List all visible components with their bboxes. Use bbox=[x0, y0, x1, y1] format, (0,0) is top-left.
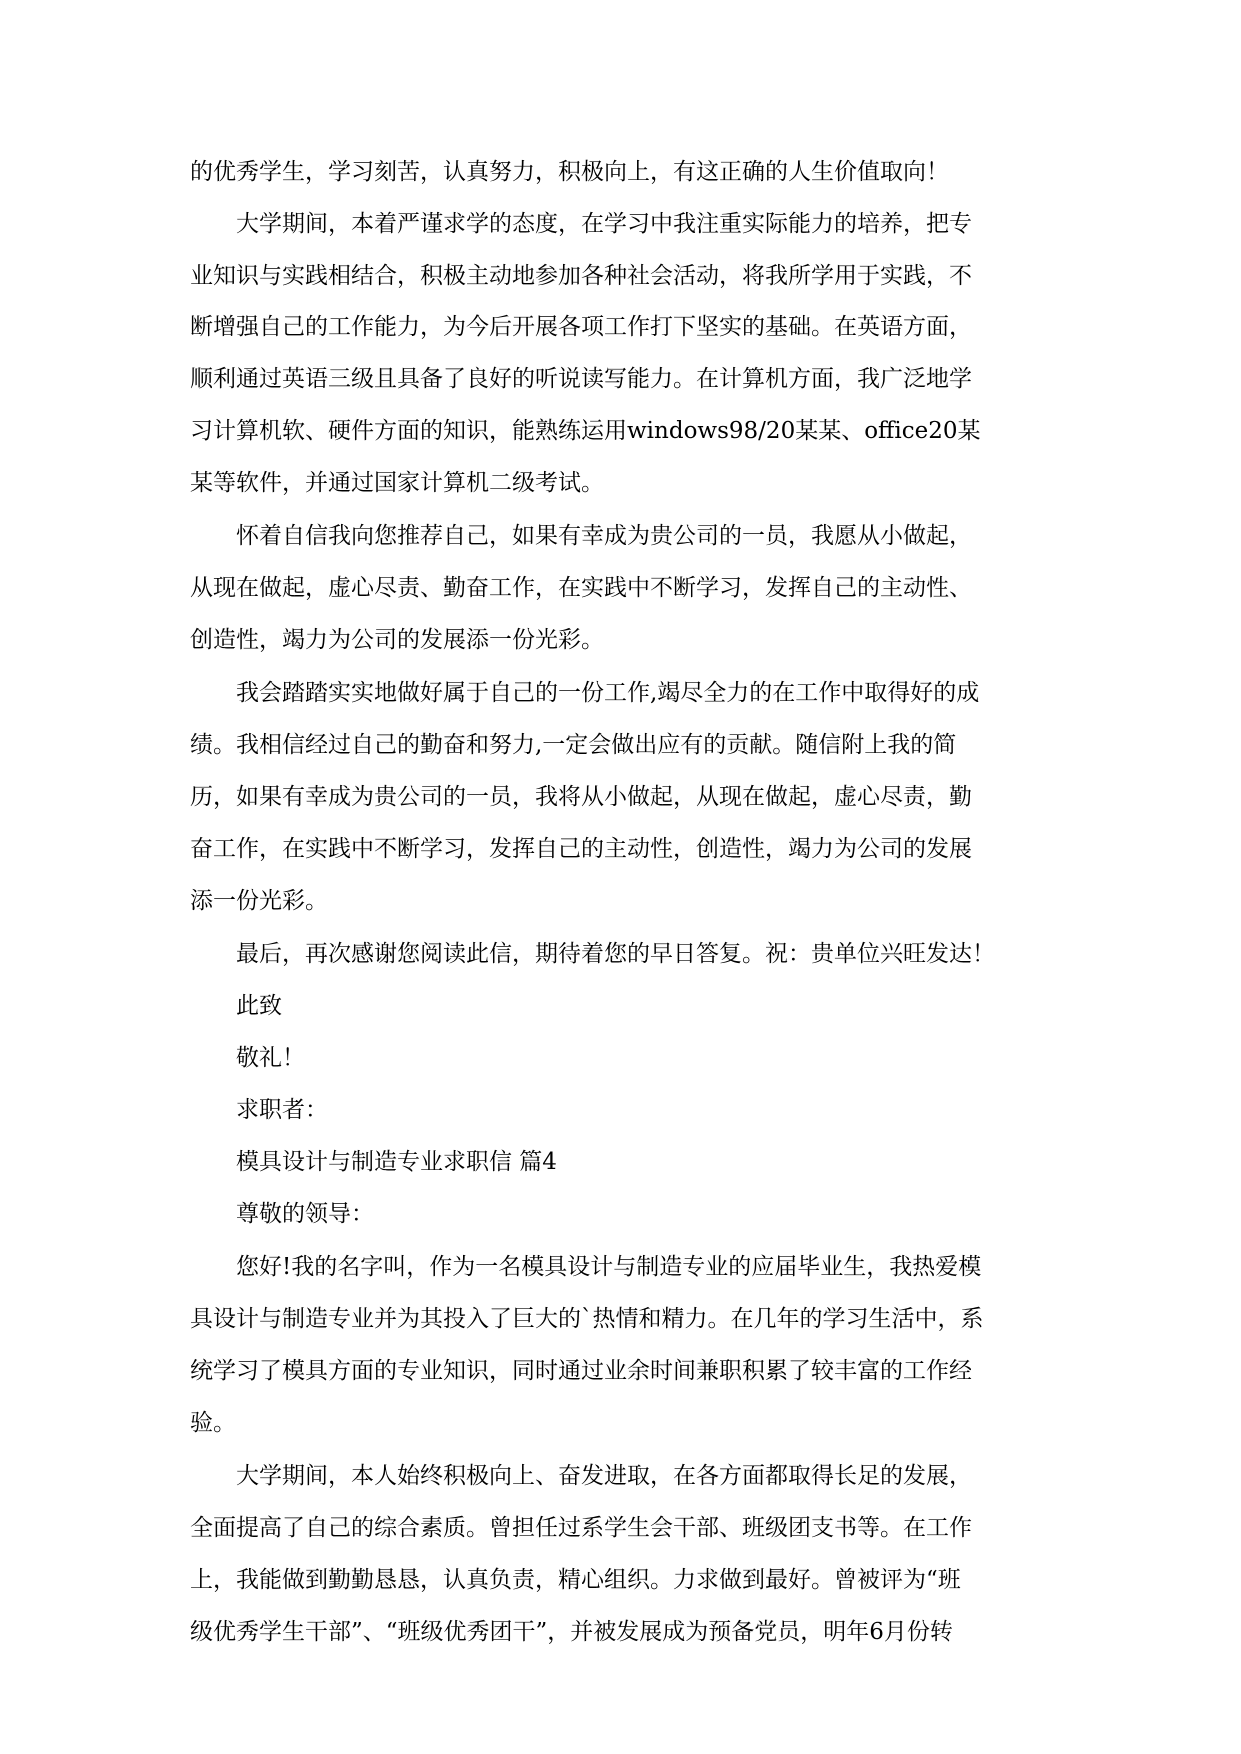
text-line: 上，我能做到勤勤恳恳，认真负责，精心组织。力求做到最好。曾被评为“班 bbox=[190, 1567, 961, 1593]
closing-line: 最后，再次感谢您阅读此信，期待着您的早日答复。祝：贵单位兴旺发达！ bbox=[236, 941, 995, 967]
greeting: 尊敬的领导： bbox=[236, 1201, 374, 1227]
text-line: 某等软件，并通过国家计算机二级考试。 bbox=[190, 470, 604, 496]
text-line: 顺利通过英语三级且具备了良好的听说读写能力。在计算机方面，我广泛地学 bbox=[190, 366, 972, 392]
text-line: 业知识与实践相结合，积极主动地参加各种社会活动，将我所学用于实践，不 bbox=[190, 263, 972, 289]
text-line: 从现在做起，虚心尽责、勤奋工作，在实践中不断学习，发挥自己的主动性、 bbox=[190, 575, 972, 601]
text-line: 历，如果有幸成为贵公司的一员，我将从小做起，从现在做起，虚心尽责，勤 bbox=[190, 784, 972, 810]
text-line: 具设计与制造专业并为其投入了巨大的`热情和精力。在几年的学习生活中，系 bbox=[190, 1306, 984, 1332]
text-line: 创造性，竭力为公司的发展添一份光彩。 bbox=[190, 627, 604, 653]
text-line: 的优秀学生，学习刻苦，认真努力，积极向上，有这正确的人生价值取向！ bbox=[190, 159, 949, 185]
text-line: 绩。我相信经过自己的勤奋和努力,一定会做出应有的贡献。随信附上我的简 bbox=[190, 732, 957, 758]
salutation-cizhi: 此致 bbox=[236, 993, 282, 1019]
paragraph-first-line: 怀着自信我向您推荐自己，如果有幸成为贵公司的一员，我愿从小做起， bbox=[236, 523, 972, 549]
text-line: 断增强自己的工作能力，为今后开展各项工作打下坚实的基础。在英语方面， bbox=[190, 314, 972, 340]
text-line: 添一份光彩。 bbox=[190, 888, 328, 914]
text-line: 级优秀学生干部”、“班级优秀团干”，并被发展成为预备党员，明年6月份转 bbox=[190, 1619, 953, 1645]
signature-label: 求职者： bbox=[236, 1097, 328, 1123]
paragraph-first-line: 您好!我的名字叫，作为一名模具设计与制造专业的应届毕业生，我热爱模 bbox=[236, 1254, 982, 1280]
section-heading: 模具设计与制造专业求职信 篇4 bbox=[236, 1149, 557, 1175]
text-line: 奋工作，在实践中不断学习，发挥自己的主动性，创造性，竭力为公司的发展 bbox=[190, 836, 972, 862]
paragraph-first-line: 我会踏踏实实地做好属于自己的一份工作,竭尽全力的在工作中取得好的成 bbox=[236, 680, 980, 706]
text-line: 全面提高了自己的综合素质。曾担任过系学生会干部、班级团支书等。在工作 bbox=[190, 1515, 972, 1541]
text-line: 验。 bbox=[190, 1410, 236, 1436]
text-line: 统学习了模具方面的专业知识，同时通过业余时间兼职积累了较丰富的工作经 bbox=[190, 1358, 972, 1384]
salutation-jingli: 敬礼！ bbox=[236, 1045, 305, 1071]
text-line: 习计算机软、硬件方面的知识，能熟练运用windows98/20某某、office20某 bbox=[190, 418, 981, 444]
paragraph-first-line: 大学期间，本人始终积极向上、奋发进取，在各方面都取得长足的发展， bbox=[236, 1463, 972, 1489]
paragraph-first-line: 大学期间，本着严谨求学的态度，在学习中我注重实际能力的培养，把专 bbox=[236, 211, 972, 237]
